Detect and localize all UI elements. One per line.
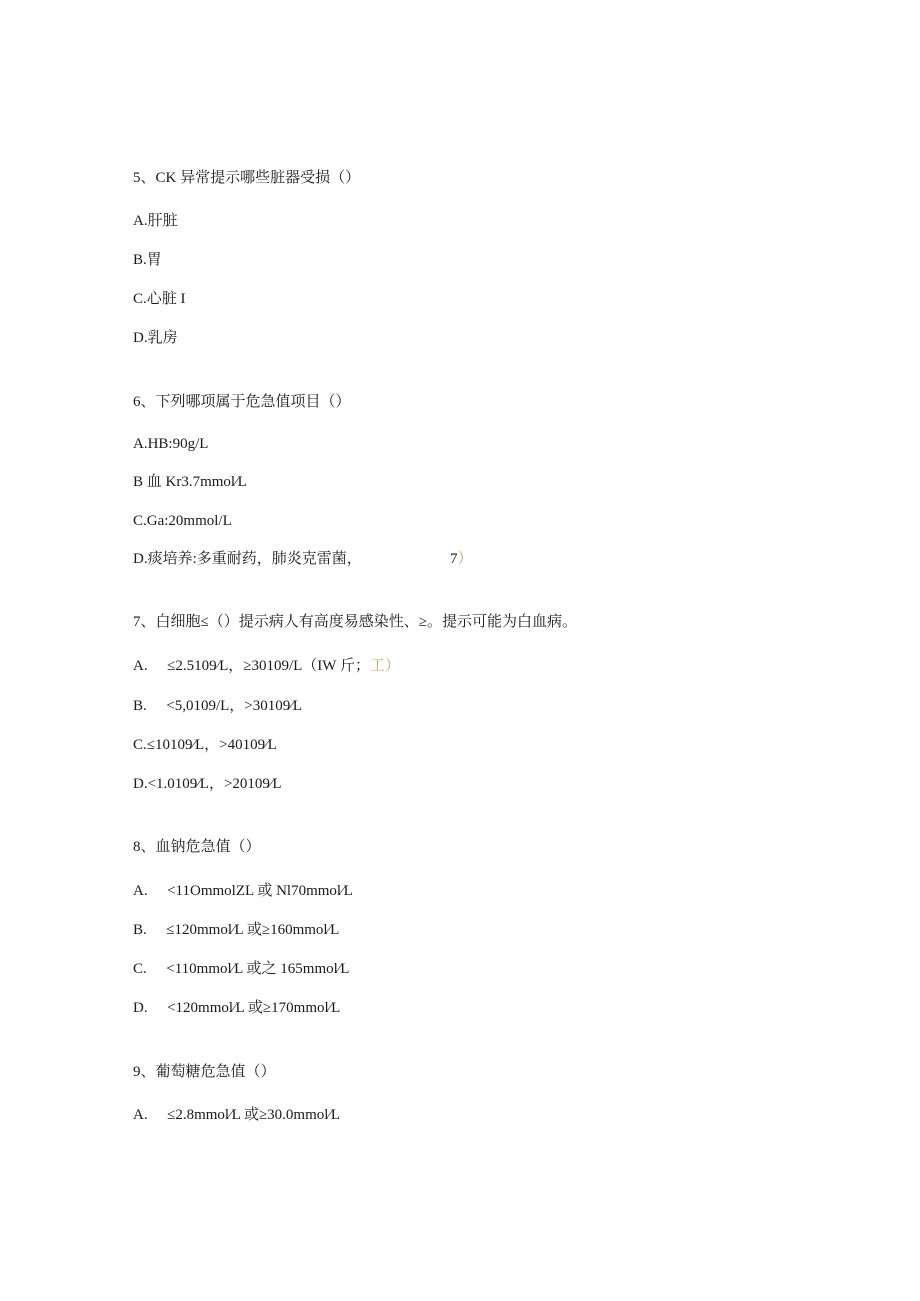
question-6-option-a: A.HB:90g/L <box>133 436 209 452</box>
question-6-stem: 6、下列哪项属于危急值项目（） <box>133 394 351 410</box>
question-6-trailing-mark: ） <box>457 551 473 567</box>
question-7-option-c: C.≤10109⁄L，>40109⁄L <box>133 737 277 753</box>
question-8-option-b <box>133 920 339 940</box>
question-6-trailing <box>450 549 473 569</box>
question-9-stem: 9、葡萄糖危急值（） <box>133 1064 276 1080</box>
question-6-trailing-text: 7 <box>450 551 458 567</box>
question-7-option-b-letter: B. <box>133 698 147 714</box>
question-7-option-b-value: <5,0109/L，>30109⁄L <box>166 698 302 714</box>
question-8-stem: 8、血钠危急值（） <box>133 839 261 855</box>
question-8-option-a-letter: A. <box>133 883 148 899</box>
question-6-option-d-text: D.痰培养:多重耐药，肺炎克雷菌， <box>133 551 362 567</box>
question-7-option-a-value: ≤2.5109⁄L，≥30109/L（IW 斤； <box>167 658 370 674</box>
question-6-option-b: B 血 Kr3.7mmol⁄L <box>133 474 247 490</box>
question-8-option-b-letter: B. <box>133 922 147 938</box>
question-5-option-c: C.心脏 I <box>133 291 186 307</box>
question-5-option-b: B.胃 <box>133 252 162 268</box>
question-6-option-d <box>133 549 362 569</box>
question-8-option-c-value: <110mmol⁄L 或之 165mmol⁄L <box>166 961 350 977</box>
question-8-option-a-value: <11OmmolZL 或 Nl70mmol⁄L <box>167 883 353 899</box>
question-8-option-a <box>133 881 353 901</box>
question-6-option-c: C.Ga:20mmol/L <box>133 513 232 529</box>
question-9-option-a-value: ≤2.8mmol⁄L 或≥30.0mmol⁄L <box>167 1107 341 1123</box>
question-5-option-a: A.肝脏 <box>133 213 178 229</box>
question-7-stem: 7、白细胞≤（）提示病人有高度易感染性、≥。提示可能为白血病。 <box>133 614 577 630</box>
question-7-option-a-letter: A. <box>133 658 148 674</box>
question-7-option-b <box>133 696 302 716</box>
question-9-option-a-letter: A. <box>133 1107 148 1123</box>
question-8-option-d-letter: D. <box>133 1000 148 1016</box>
question-8-option-d <box>133 998 340 1018</box>
question-7-option-a <box>133 656 400 676</box>
question-8-option-c-letter: C. <box>133 961 147 977</box>
question-8-option-d-value: <120mmol⁄L 或≥170mmol⁄L <box>167 1000 341 1016</box>
question-9-option-a <box>133 1105 340 1125</box>
question-7-option-d: D.<1.0109⁄L，>20109⁄L <box>133 776 282 792</box>
question-5-stem: 5、CK 异常提示哪些脏器受损（） <box>133 170 361 186</box>
question-7-option-a-mark: 工） <box>369 658 400 674</box>
question-8-option-b-value: ≤120mmol⁄L 或≥160mmol⁄L <box>166 922 340 938</box>
question-5-option-d: D.乳房 <box>133 330 178 346</box>
question-8-option-c <box>133 959 349 979</box>
